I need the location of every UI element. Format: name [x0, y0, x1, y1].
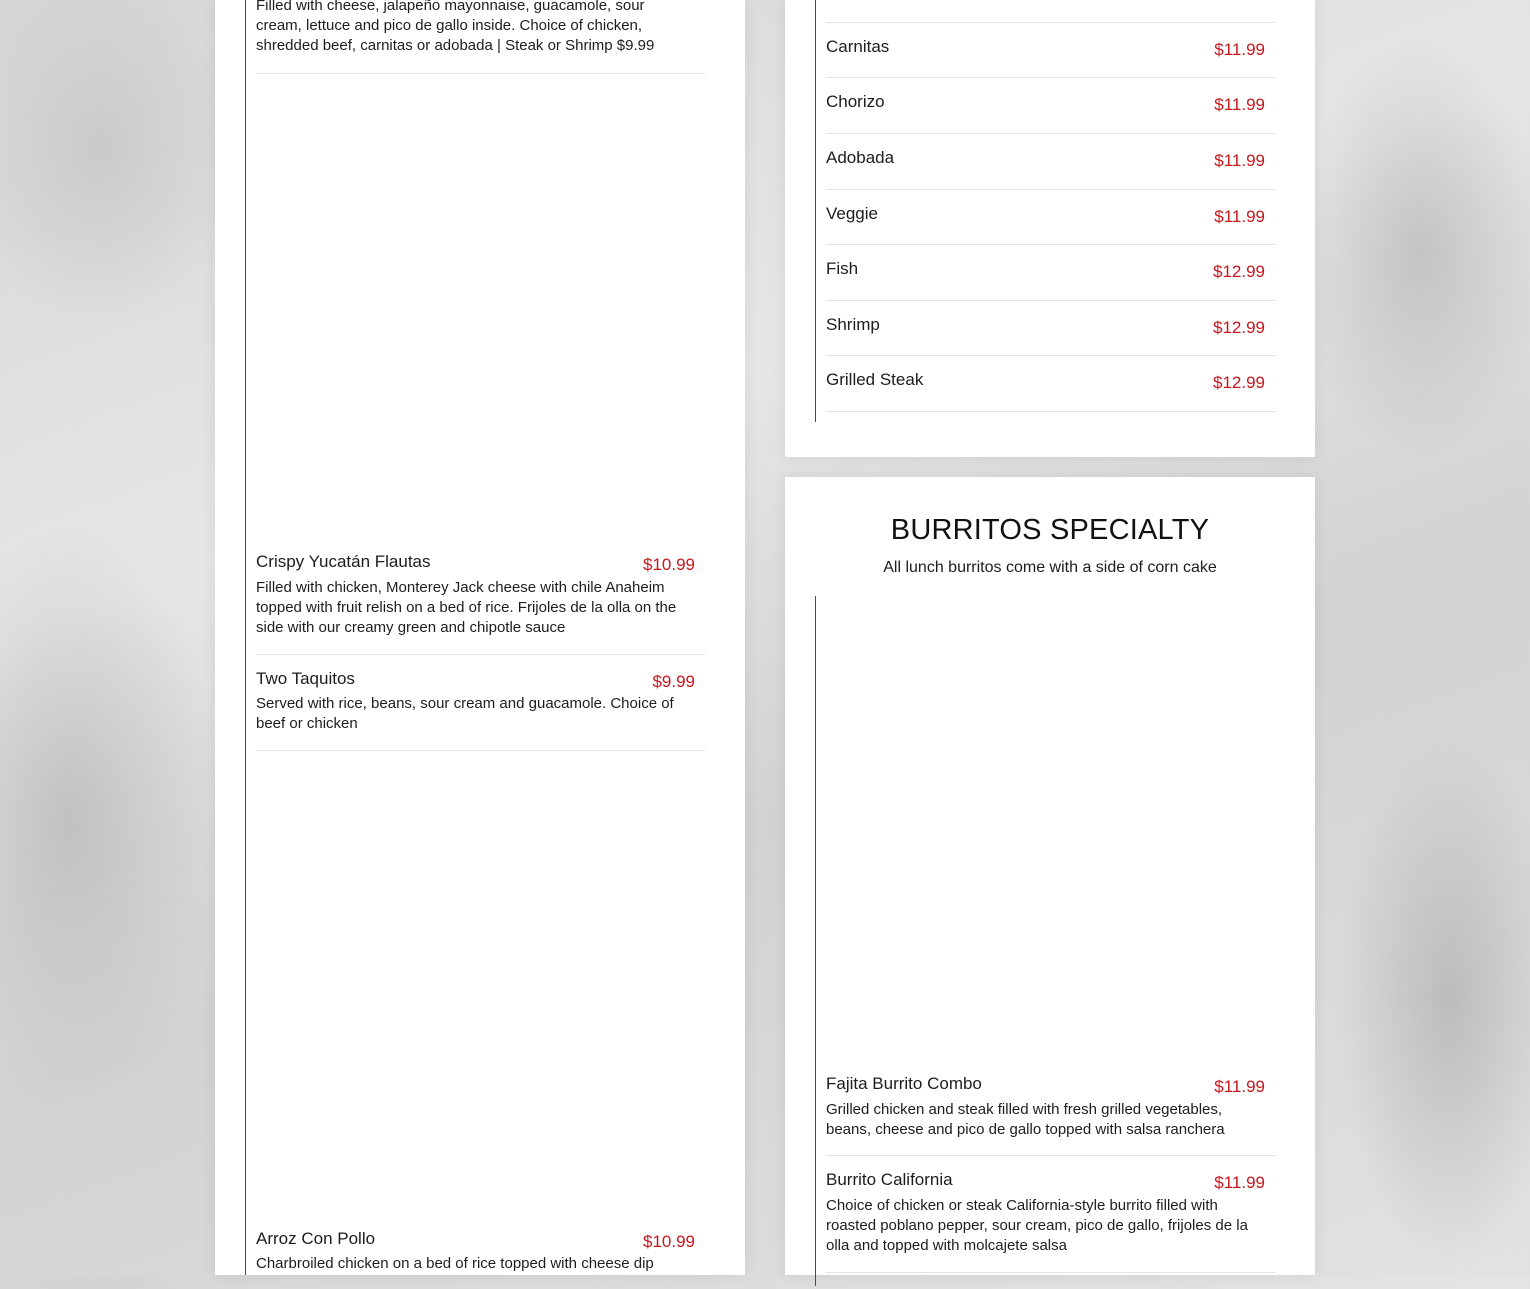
item-name: Burrito California [826, 1170, 953, 1189]
item-price: $10.99 [643, 555, 695, 574]
menu-item-burrito-california [826, 1170, 1275, 1273]
item-price: $11.99 [1214, 207, 1265, 226]
item-price: $9.99 [652, 672, 695, 691]
item-description: Charbroiled chicken on a bed of rice topped with cheese dip [256, 1255, 654, 1272]
item-price: $12.99 [1213, 262, 1265, 281]
item-description: Choice of chicken or steak California-style burrito filled with roasted poblano pepper, sour cream, pico de gallo, frijoles de la olla and topped with molcajete salsa [826, 1197, 1248, 1254]
item-price: $10.99 [643, 1232, 695, 1251]
menu-item [826, 92, 1275, 134]
item-description: Grilled chicken and steak filled with fresh grilled vegetables, beans, cheese and pico de gallo topped with salsa ranchera [826, 1101, 1225, 1138]
menu-panel-right-top [785, 0, 1315, 457]
item-name: Shrimp [826, 315, 880, 334]
menu-item-taquitos [256, 669, 705, 751]
menu-item-fajita-burrito [826, 1074, 1275, 1156]
item-name: Fajita Burrito Combo [826, 1074, 982, 1093]
item-description: Served with rice, beans, sour cream and guacamole. Choice of beef or chicken [256, 695, 674, 732]
item-name: Grilled Steak [826, 370, 924, 389]
item-name: Adobada [826, 148, 895, 167]
divider [826, 22, 1275, 23]
menu-item [826, 370, 1275, 412]
menu-item [826, 259, 1275, 301]
item-price: $12.99 [1213, 318, 1265, 337]
item-price: $11.99 [1214, 1077, 1265, 1096]
menu-item-arroz [256, 1229, 705, 1289]
menu-item-flautas [256, 552, 705, 655]
menu-item [256, 0, 705, 74]
item-price: $12.99 [1213, 373, 1265, 392]
item-name: Arroz Con Pollo [256, 1229, 376, 1248]
accent-line [245, 0, 246, 1275]
item-price: $11.99 [1214, 1173, 1265, 1192]
item-description: Filled with cheese, jalapeño mayonnaise, guacamole, sour cream, lettuce and pico de gallo inside. Choice of chicken, shredded beef, carnitas or adobada | Steak or Shrimp $9.99 [256, 0, 655, 54]
item-name: Veggie [826, 204, 878, 223]
section-subtitle: All lunch burritos come with a side of corn cake [883, 559, 1217, 576]
accent-line [815, 0, 816, 422]
accent-line [815, 596, 816, 1286]
item-price: $11.99 [1214, 40, 1265, 59]
menu-item [826, 37, 1275, 78]
item-description: Filled with chicken, Monterey Jack cheese with chile Anaheim topped with fruit relish on a bed of rice. Frijoles de la olla on the side with our creamy green and chipotle sauce [256, 579, 677, 636]
item-price: $11.99 [1214, 95, 1265, 114]
item-price: $11.99 [1214, 151, 1265, 170]
item-name: Fish [826, 259, 859, 278]
item-name: Carnitas [826, 37, 890, 56]
menu-panel-left [215, 0, 745, 1275]
menu-item [826, 315, 1275, 356]
menu-panel-burritos [785, 477, 1315, 1275]
menu-item [826, 204, 1275, 245]
item-name: Chorizo [826, 92, 885, 111]
section-title: BURRITOS SPECIALTY [890, 514, 1210, 546]
item-name: Crispy Yucatán Flautas [256, 552, 431, 571]
menu-item [826, 148, 1275, 190]
item-name: Two Taquitos [256, 669, 355, 688]
